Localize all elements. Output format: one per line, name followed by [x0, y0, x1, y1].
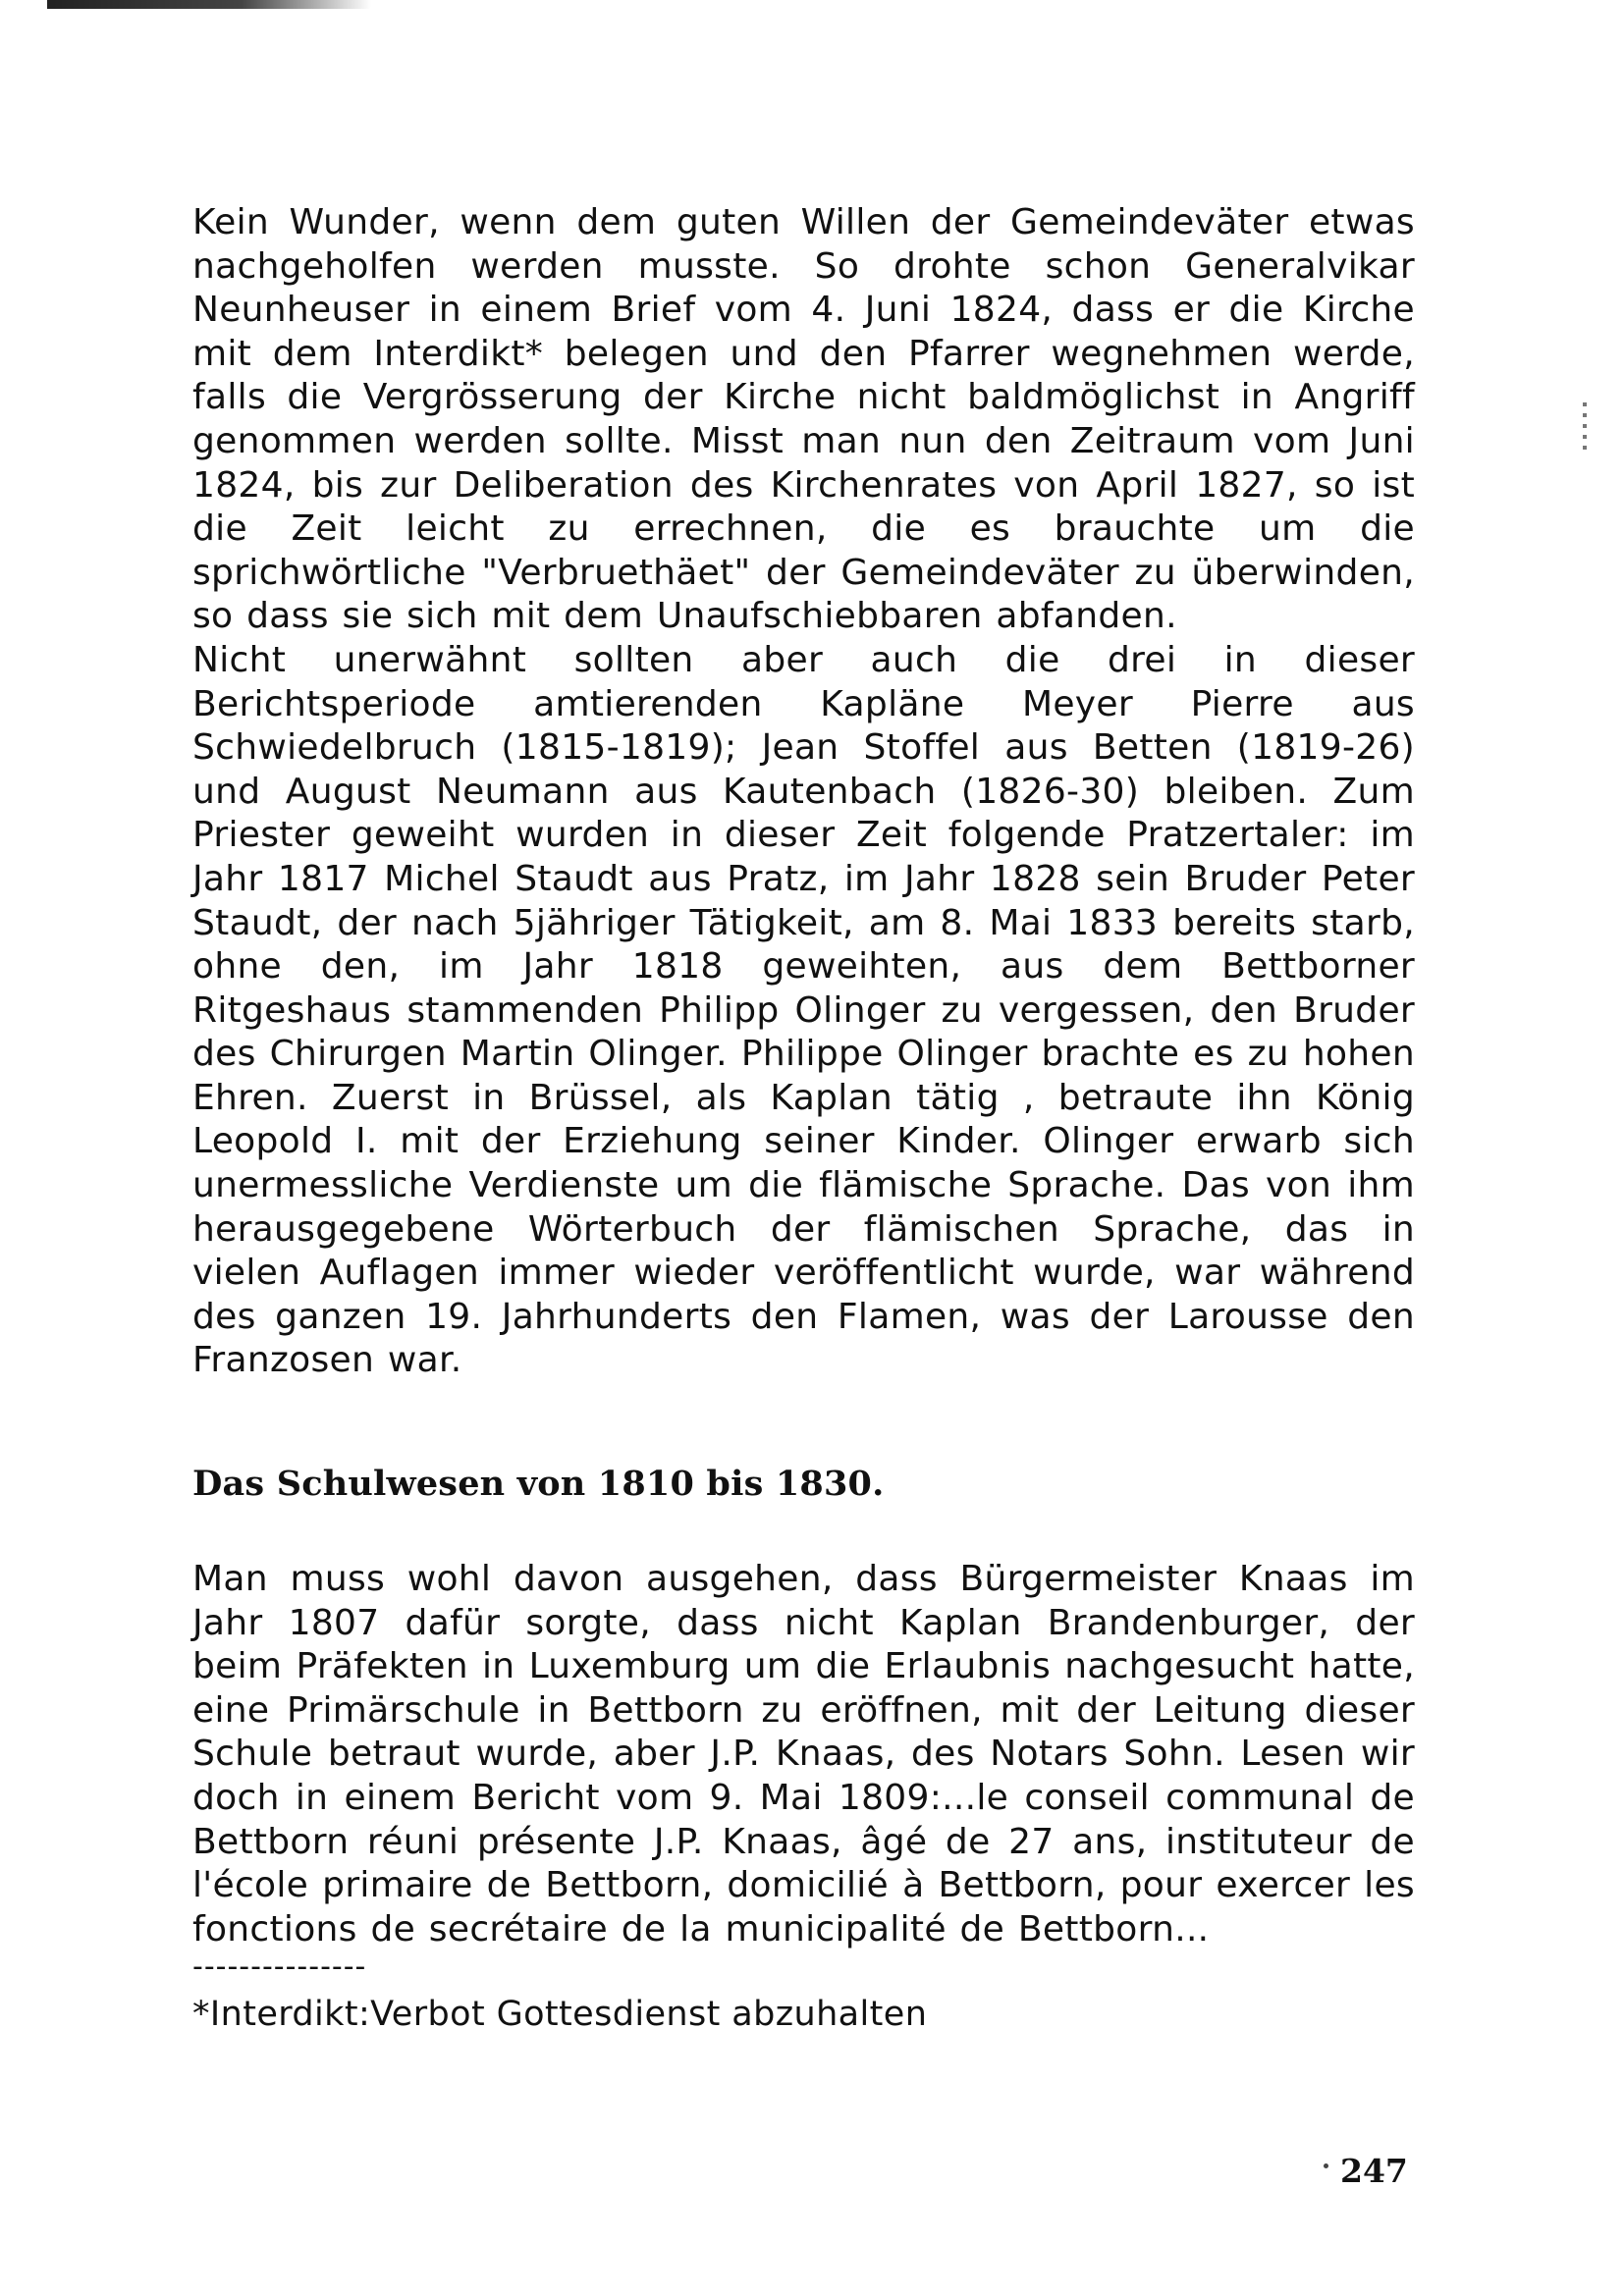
paragraph-chaplains-priests: Nicht unerwähnt sollten aber auch die drei in dieser Berichtsperiode amtierenden Kapläne Meyer Pierre aus Schwiedelbruch (1815-1819); Jean Stoffel aus Betten (1819-26) und August Neumann aus Kautenbach (1826-30) bleiben. Zum Priester geweiht wurden in dieser Zeit folgende Pratzertaler: im Jahr 1817 Michel Staudt aus Pratz, im Jahr 1828 sein Bruder Peter Staudt, der nach 5jähriger Tätigkeit, am 8. Mai 1833 bereits starb, ohne den, im Jahr 1818 geweihten, aus dem Bettborner Ritgeshaus stammenden Philipp Olinger zu vergessen, den Bruder des Chirurgen Martin Olinger. Philippe Olinger brachte es zu hohen Ehren. Zuerst in Brüssel, als Kaplan tätig , betraute ihn König Leopold I. mit der Erziehung seiner Kinder. Olinger erwarb sich unermessliche Verdienste um die flämische Sprache. Das von ihm herausgegebene Wörterbuch der flämischen Sprache, das in vielen Auflagen immer wieder veröffentlicht wurde, war während des ganzen 19. Jahrhunderts den Flamen, was der Larousse den Franzosen war.: [192, 639, 1415, 1381]
section-heading: Das Schulwesen von 1810 bis 1830.: [192, 1464, 885, 1505]
paragraph-church-enlargement: Kein Wunder, wenn dem guten Willen der Gemeindeväter etwas nachgeholfen werden musste. So drohte schon Generalvikar Neunheuser in einem Brief vom 4. Juni 1824, dass er die Kirche mit dem Interdikt* belegen und den Pfarrer wegnehmen werde, falls die Vergrösserung der Kirche nicht baldmöglichst in Angriff genommen werden sollte. Misst man nun den Zeitraum vom Juni 1824, bis zur Deliberation des Kirchenrates von April 1827, so ist die Zeit leicht zu errechnen, die es brauchte um die sprichwörtliche "Verbruethäet" der Gemeindeväter zu überwinden, so dass sie sich mit dem Unaufschiebbaren abfanden.: [192, 202, 1415, 637]
footnote: *Interdikt:Verbot Gottesdienst abzuhalten: [192, 1995, 928, 2035]
footnote-separator: ---------------: [192, 1949, 367, 1985]
paragraph-school-history: Man muss wohl davon ausgehen, dass Bürgermeister Knaas im Jahr 1807 dafür sorgte, dass nicht Kaplan Brandenburger, der beim Präfekten in Luxemburg um die Erlaubnis nachgesucht hatte, eine Primärschule in Bettborn zu eröffnen, mit der Leitung dieser Schule betraut wurde, aber J.P. Knaas, des Notars Sohn. Lesen wir doch in einem Bericht vom 9. Mai 1809:...le conseil communal de Bettborn réuni présente J.P. Knaas, âgé de 27 ans, instituteur de l'école primaire de Bettborn, domicilié à Bettborn, pour exercer les fonctions de secrétaire de la municipalité de Bettborn...: [192, 1559, 1415, 1949]
page-body: [192, 201, 1415, 2036]
margin-speckle: [1583, 402, 1587, 452]
page-number: 247: [1340, 2152, 1408, 2190]
page-dot-mark: [1324, 2163, 1328, 2168]
scan-edge-mark: [47, 0, 371, 9]
